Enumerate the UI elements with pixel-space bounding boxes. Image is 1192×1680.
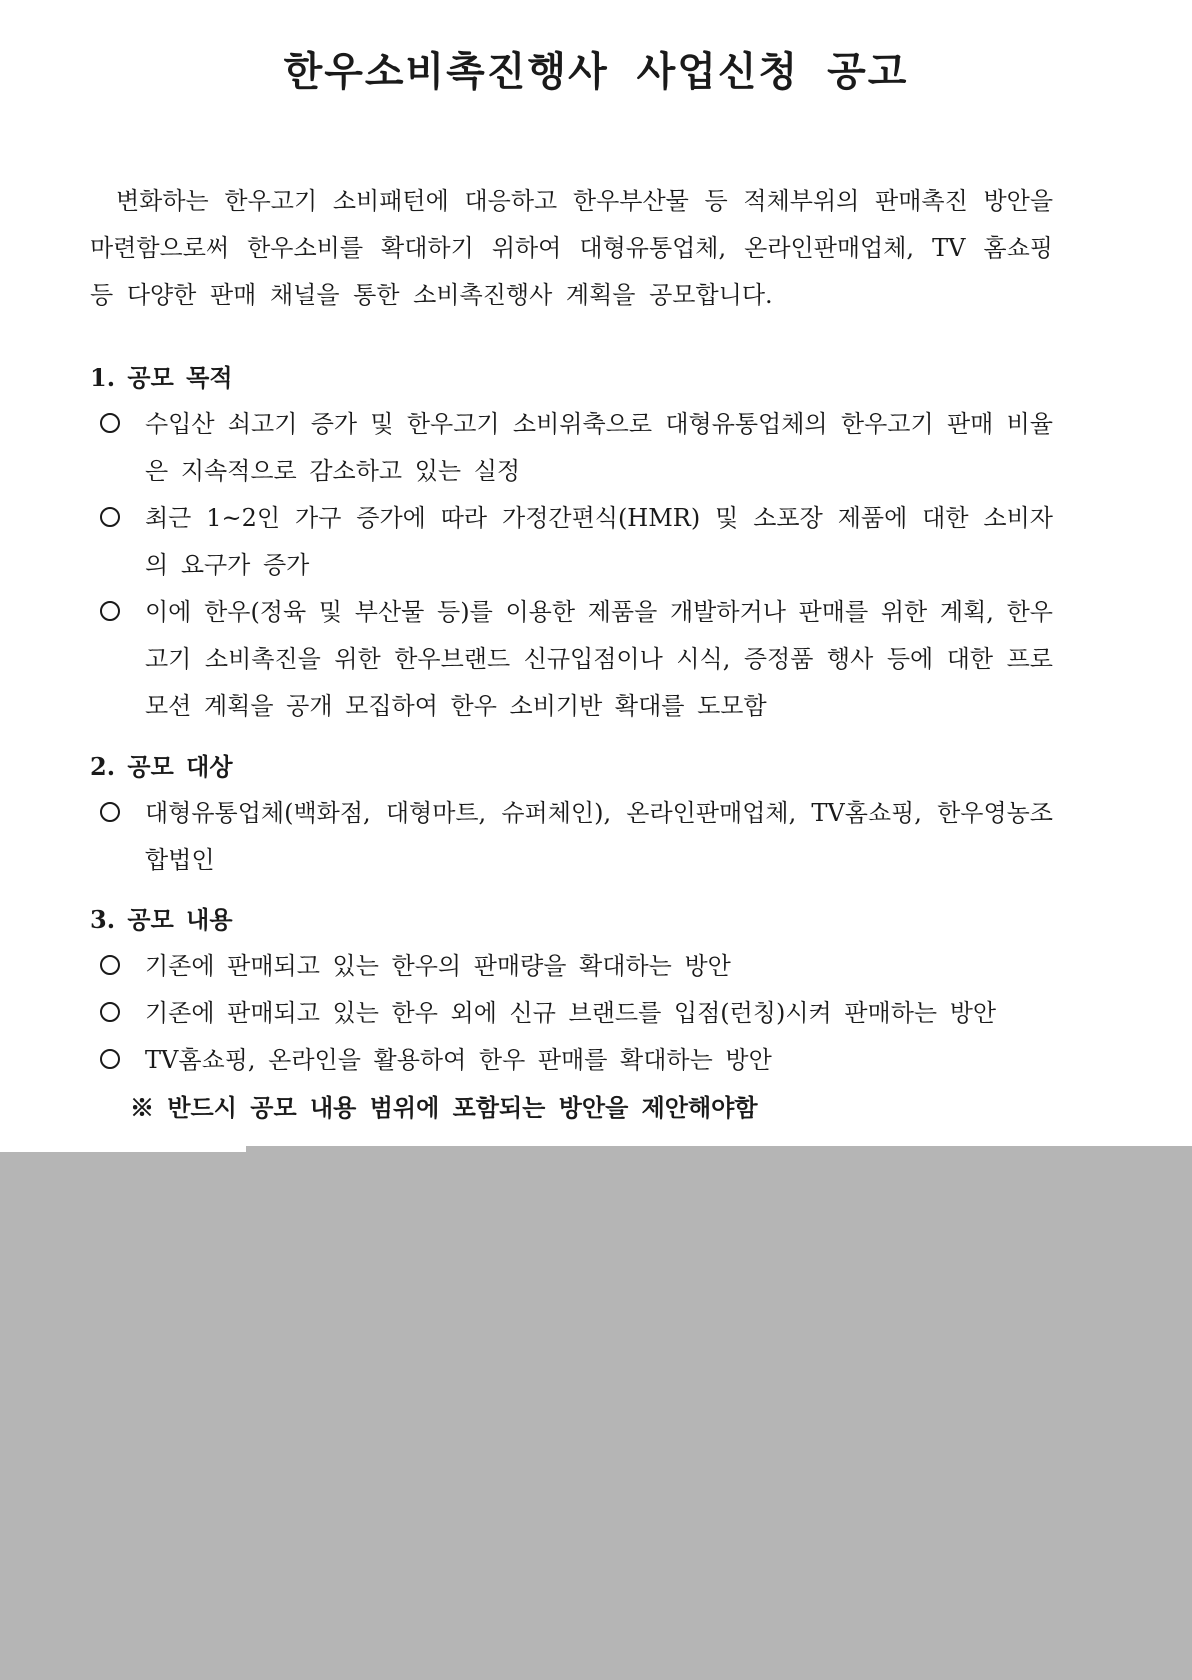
note-text: ※ 반드시 공모 내용 범위에 포함되는 방안을 제안해야함 (130, 1093, 758, 1122)
circle-bullet-icon (100, 413, 120, 433)
document-title: 한우소비촉진행사 사업신청 공고 (283, 49, 909, 95)
circle-bullet-icon (100, 1002, 120, 1022)
section-heading: 3. 공모 내용 (90, 905, 233, 934)
intro-paragraph: 변화하는 한우고기 소비패턴에 대응하고 한우부산물 등 적체부위의 판매촉진 방안을 마련함으로써 한우소비를 확대하기 위하여 대형유통업체, 온라인판매업체, TV 홈쇼핑 등 다양한 판매 채널을 통한 소비촉진행사 계획을 공모합니다. (90, 187, 1053, 309)
list-item (90, 401, 1053, 495)
circle-bullet-icon (100, 1049, 120, 1069)
list-item-text: 대형유통업체(백화점, 대형마트, 슈퍼체인), 온라인판매업체, TV홈쇼핑, 한우영농조합법인 (145, 799, 1053, 874)
list-item-text: 기존에 판매되고 있는 한우 외에 신규 브랜드를 입점(런칭)시켜 판매하는 방안 (145, 999, 997, 1027)
list-item (90, 990, 1053, 1037)
list-item (90, 1037, 1053, 1084)
list-item (90, 790, 1053, 884)
circle-bullet-icon (100, 802, 120, 822)
list-item-text: 최근 1~2인 가구 증가에 따라 가정간편식(HMR) 및 소포장 제품에 대한 소비자의 요구가 증가 (145, 504, 1053, 579)
list-item-text: 기존에 판매되고 있는 한우의 판매량을 확대하는 방안 (145, 952, 731, 980)
list-item-text: TV홈쇼핑, 온라인을 활용하여 한우 판매를 확대하는 방안 (145, 1046, 772, 1074)
list-item (90, 589, 1053, 730)
section-heading: 2. 공모 대상 (90, 752, 233, 781)
section-heading: 1. 공모 목적 (90, 363, 233, 392)
circle-bullet-icon (100, 601, 120, 621)
list-item-text: 수입산 쇠고기 증가 및 한우고기 소비위축으로 대형유통업체의 한우고기 판매 비율은 지속적으로 감소하고 있는 실정 (145, 410, 1053, 485)
list-item-text: 이에 한우(정육 및 부산물 등)를 이용한 제품을 개발하거나 판매를 위한 계획, 한우고기 소비촉진을 위한 한우브랜드 신규입점이나 시식, 증정품 행사 등에 대한 프로모션 계획을 공개 모집하여 한우 소비기반 확대를 도모함 (145, 598, 1053, 720)
section-target (90, 744, 1053, 884)
list-item (90, 495, 1053, 589)
section-content (90, 897, 1053, 1131)
circle-bullet-icon (100, 507, 120, 527)
cropped-header-fragment (100, 0, 290, 2)
section-purpose (90, 355, 1053, 730)
circle-bullet-icon (100, 955, 120, 975)
list-item (90, 943, 1053, 990)
gray-occlusion-area (0, 1152, 1192, 1680)
